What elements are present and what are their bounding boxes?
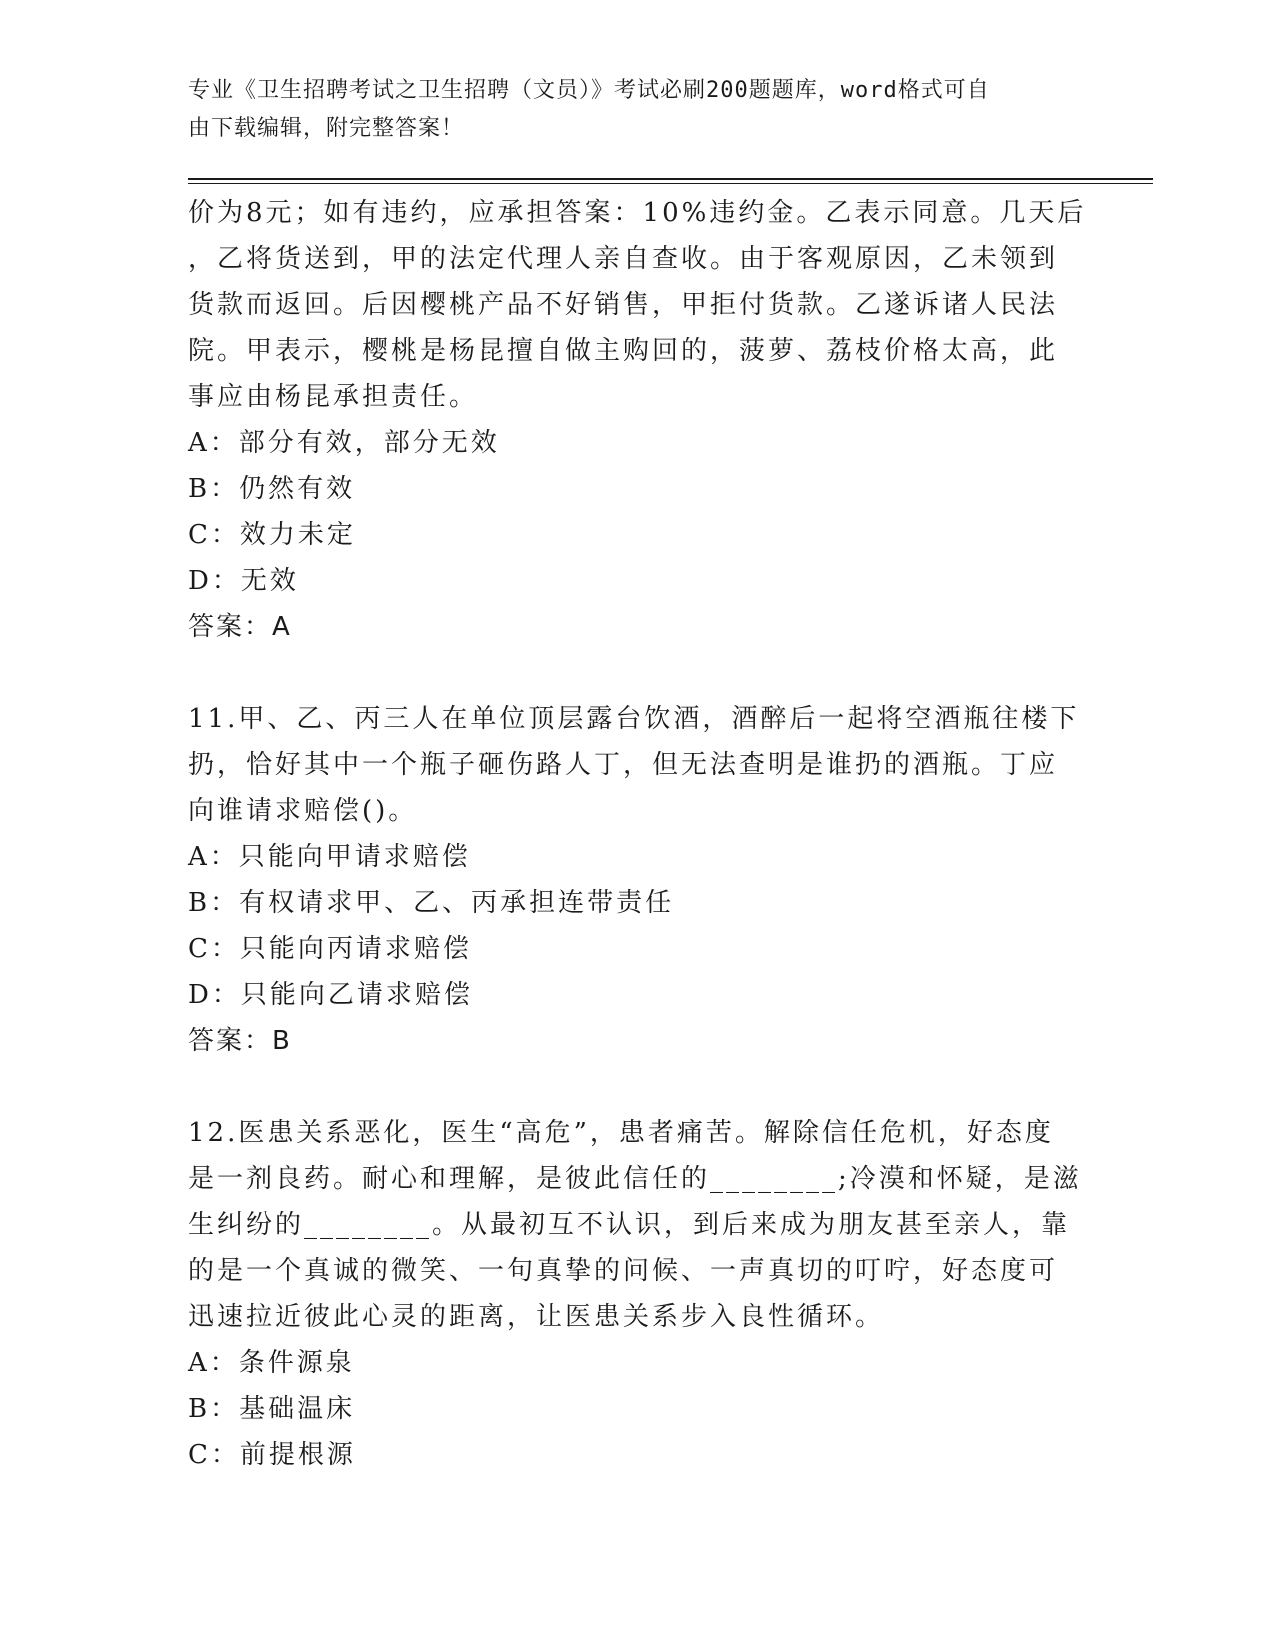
question-text-line: 11.甲、乙、丙三人在单位顶层露台饮酒，酒醉后一起将空酒瓶往楼下 <box>188 704 1080 734</box>
question-text-line: 是一剂良药。耐心和理解，是彼此信任的________;冷漠和怀疑，是滋 <box>188 1164 1082 1194</box>
option-c: C：效力未定 <box>188 520 356 550</box>
header-line-2: 由下载编辑，附完整答案！ <box>188 116 465 141</box>
header-line-1: 专业《卫生招聘考试之卫生招聘（文员）》考试必刷200题题库，word格式可自 <box>188 78 990 103</box>
question-text-line: 货款而返回。后因樱桃产品不好销售，甲拒付货款。乙遂诉诸人民法 <box>188 290 1059 320</box>
question-text-line: ，乙将货送到，甲的法定代理人亲自查收。由于客观原因，乙未领到 <box>188 244 1059 274</box>
option-a: A：只能向甲请求赔偿 <box>188 842 471 872</box>
question-12 <box>188 1110 1088 1478</box>
spacer <box>188 1064 1088 1110</box>
header-divider-thin <box>188 183 1153 184</box>
question-text-line: 生纠纷的________。从最初互不认识，到后来成为朋友甚至亲人，靠 <box>188 1210 1071 1240</box>
question-text-line: 的是一个真诚的微笑、一句真挚的问候、一声真切的叮咛，好态度可 <box>188 1256 1059 1286</box>
question-text-line: 扔，恰好其中一个瓶子砸伤路人丁，但无法查明是谁扔的酒瓶。丁应 <box>188 750 1059 780</box>
question-text-line: 事应由杨昆承担责任。 <box>188 382 479 412</box>
document-body <box>188 190 1088 1478</box>
option-b: B：基础温床 <box>188 1394 356 1424</box>
question-text-line: 院。甲表示，樱桃是杨昆擅自做主购回的，菠萝、荔枝价格太高，此 <box>188 336 1059 366</box>
option-d: D：只能向乙请求赔偿 <box>188 980 473 1010</box>
header-divider-thick <box>188 178 1153 180</box>
question-text-line: 12.医患关系恶化，医生“高危”，患者痛苦。解除信任危机，好态度 <box>188 1118 1054 1148</box>
question-11 <box>188 696 1088 1064</box>
document-header <box>188 72 1088 148</box>
answer-line: 答案：A <box>188 612 292 642</box>
option-b: B：有权请求甲、乙、丙承担连带责任 <box>188 888 675 918</box>
spacer <box>188 650 1088 696</box>
question-text-line: 向谁请求赔偿()。 <box>188 796 418 826</box>
question-10 <box>188 190 1088 650</box>
option-c: C：只能向丙请求赔偿 <box>188 934 472 964</box>
question-text-line: 价为8元；如有违约，应承担答案：10%违约金。乙表示同意。几天后 <box>188 198 1087 228</box>
answer-line: 答案：B <box>188 1026 292 1056</box>
option-c: C：前提根源 <box>188 1440 356 1470</box>
question-text-line: 迅速拉近彼此心灵的距离，让医患关系步入良性循环。 <box>188 1302 885 1332</box>
option-b: B：仍然有效 <box>188 474 356 504</box>
option-a: A：部分有效，部分无效 <box>188 428 500 458</box>
option-a: A：条件源泉 <box>188 1348 355 1378</box>
option-d: D：无效 <box>188 566 299 596</box>
